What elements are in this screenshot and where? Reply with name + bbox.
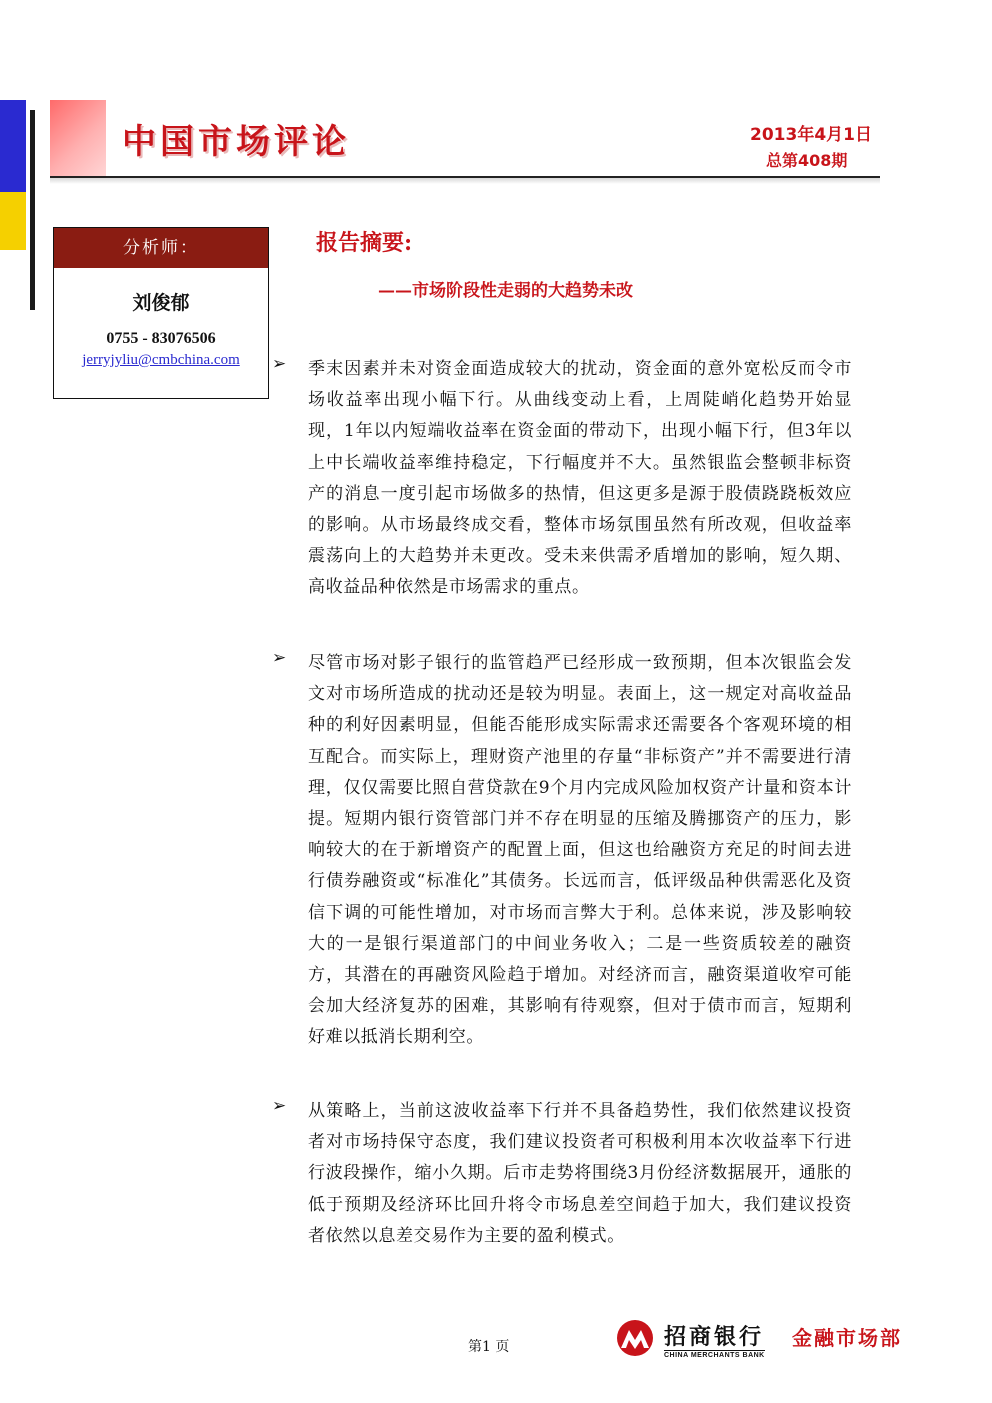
bank-name: 招商银行 [664, 1325, 765, 1350]
bullet-arrow-icon: ➢ [272, 1096, 287, 1116]
issue-number: 总第408期 [766, 151, 848, 170]
department-name: 金融市场部 [792, 1326, 902, 1350]
decorative-yellow-bar [0, 192, 26, 250]
decorative-dark-bar [30, 110, 35, 310]
summary-paragraph [272, 1096, 852, 1252]
paragraph-text: 尽管市场对影子银行的监管趋严已经形成一致预期，但本次银监会发文对市场所造成的扰动还是较为明显。表面上，这一规定对高收益品种的利好因素明显，但能否能形成实际需求还需要各个客观环境的相互配合。而实际上，理财资产池里的存量“非标资产”并不需要进行清理，仅仅需要比照自营贷款在9个月内完成风险加权资产计量和资本计提。短期内银行资管部门并不存在明显的压缩及腾挪资产的压力，影响较大的在于新增资产的配置上面，但这也给融资方充足的时间去进行债券融资或“标准化”其债务。长远而言，低评级品种供需恶化及资信下调的可能性增加，对市场而言弊大于利。总体来说，涉及影响较大的一是银行渠道部门的中间业务收入；二是一些资质较差的融资方，其潜在的再融资风险趋于增加。对经济而言，融资渠道收窄可能会加大经济复苏的困难，其影响有待观察，但对于债市而言，短期利好难以抵消长期利空。 [308, 653, 852, 1048]
summary-paragraph [272, 648, 852, 1054]
bank-english-name: CHINA MERCHANTS BANK [664, 1352, 765, 1359]
report-title: 中国市场评论 [122, 122, 350, 162]
analyst-phone: 0755 - 83076506 [106, 330, 216, 347]
bullet-arrow-icon: ➢ [272, 648, 287, 668]
report-date: 2013年4月1日 [750, 125, 872, 145]
summary-paragraph [272, 354, 852, 604]
paragraph-text: 从策略上，当前这波收益率下行并不具备趋势性，我们依然建议投资者对市场持保守态度，我们建议投资者可积极利用本次收益率下行进行波段操作，缩小久期。后市走势将围绕3月份经济数据展开，通胀的低于预期及经济环比回升将令市场息差空间趋于加大，我们建议投资者依然以息差交易作为主要的盈利模式。 [308, 1101, 852, 1246]
header-rule-shadow [50, 178, 880, 184]
page-number: 第1 页 [468, 1339, 510, 1355]
bullet-arrow-icon: ➢ [272, 354, 287, 374]
summary-subtitle: ——市场阶段性走弱的大趋势未改 [378, 281, 633, 301]
analyst-email-link[interactable]: jerryjyliu@cmbchina.com [82, 352, 240, 368]
summary-title: 报告摘要: [316, 230, 413, 256]
analyst-name: 刘俊郁 [132, 292, 190, 314]
decorative-gradient-block [50, 100, 106, 180]
analyst-box [53, 227, 269, 399]
bank-logo-icon [613, 1318, 657, 1358]
analyst-label: 分析师： [54, 228, 268, 268]
paragraph-text: 季末因素并未对资金面造成较大的扰动，资金面的意外宽松反而令市场收益率出现小幅下行。从曲线变动上看，上周陡峭化趋势开始显现，1年以内短端收益率在资金面的带动下，出现小幅下行，但3年以上中长端收益率维持稳定，下行幅度并不大。虽然银监会整顿非标资产的消息一度引起市场做多的热情，但这更多是源于股债跷跷板效应的影响。从市场最终成交看，整体市场氛围虽然有所改观，但收益率震荡向上的大趋势并未更改。受未来供需矛盾增加的影响，短久期、高收益品种依然是市场需求的重点。 [308, 359, 852, 598]
decorative-blue-bar [0, 100, 26, 192]
